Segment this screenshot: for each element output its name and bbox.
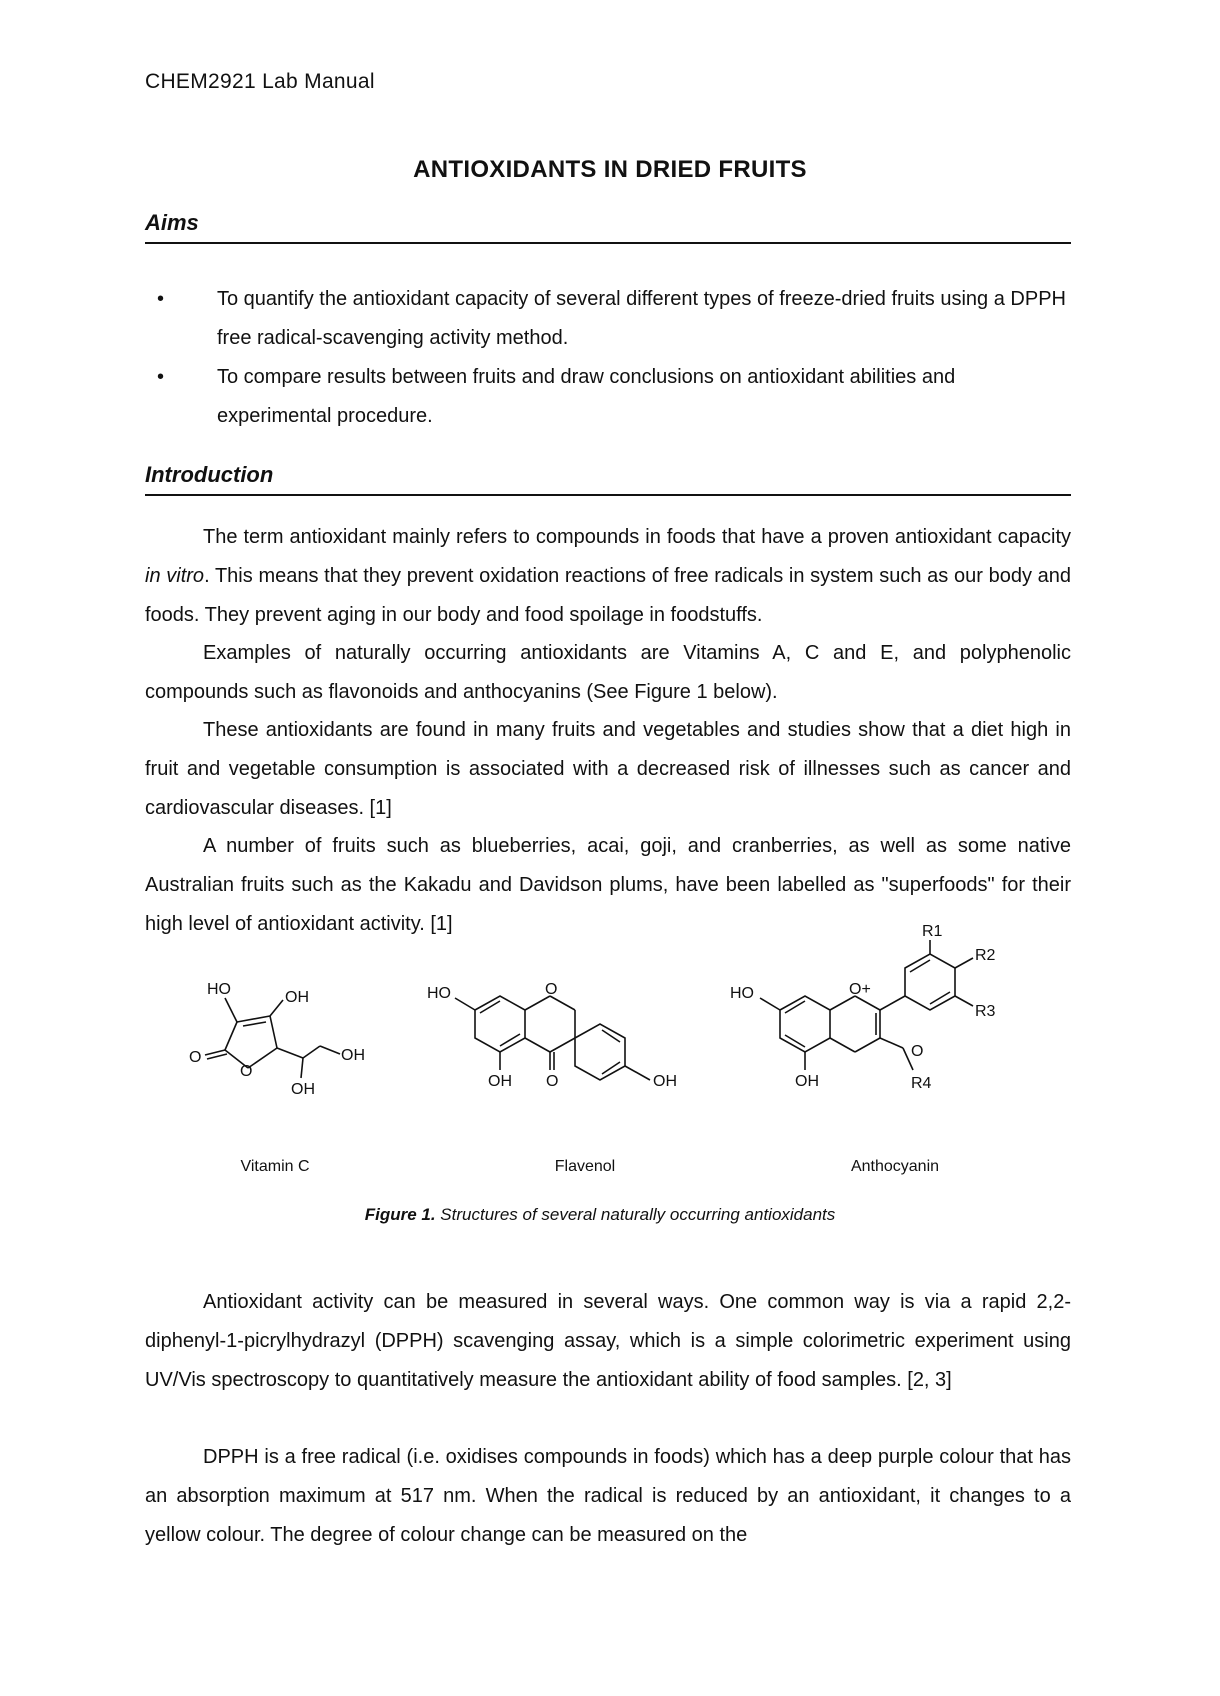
anthocyanin-o-label: O (911, 1043, 924, 1060)
vitamin-c-structure (205, 998, 340, 1078)
document-title: ANTIOXIDANTS IN DRIED FRUITS (413, 156, 807, 183)
aims-list (145, 280, 1071, 436)
intro-paragraph-1: The term antioxidant mainly refers to compounds in foods that have a proven antioxidant capacity in vitro. This means that they prevent oxidation reactions of free radicals in system such as our body and foods. They prevent aging in our body and food spoilage in foodstuffs. (145, 526, 1072, 626)
bullet-icon: • (157, 288, 165, 310)
vitamin-c-oh-label: OH (285, 989, 309, 1006)
body-paragraph-6: DPPH is a free radical (i.e. oxidises compounds in foods) which has a deep purple colour that has an absorption maximum at 517 nm. When the radical is reduced by an antioxidant, it changes to a yellow colour. The degree of colour change can be measured on the (145, 1446, 1071, 1546)
intro-paragraph-4: A number of fruits such as blueberries, acai, goji, and cranberries, as well as some native Australian fruits such as the Kakadu and Davidson plums, have been labelled as "superfoods" for their high level of antioxidant activity. [1] (145, 835, 1071, 935)
flavenol-ring-o-label: O (545, 981, 558, 998)
vitamin-c-oh-label: OH (291, 1081, 315, 1098)
figure-1 (145, 923, 1071, 1180)
chemical-structures (145, 923, 1071, 1130)
figure-caption: Figure 1. Structures of several naturally occurring antioxidants (364, 1205, 836, 1224)
aims-item: • To quantify the antioxidant capacity of several different types of freeze-dried fruits using a DPPH free radical-scavenging activity method. (145, 280, 1071, 358)
flavenol-label: Flavenol (554, 1158, 616, 1175)
bullet-icon: • (157, 366, 165, 388)
running-header: CHEM2921 Lab Manual (145, 70, 375, 93)
anthocyanin-r4-label: R4 (911, 1075, 932, 1092)
intro-paragraph-3: These antioxidants are found in many fruits and vegetables and studies show that a diet high in fruit and vegetable consumption is associated with a decreased risk of illnesses such as cancer and cardiovascular diseases. [1] (145, 719, 1071, 819)
vitamin-c-ho-label: HO (207, 981, 231, 998)
anthocyanin-r3-label: R3 (975, 1003, 996, 1020)
vitamin-c-oh-label: OH (341, 1047, 365, 1064)
flavenol-ketone-o-label: O (546, 1073, 559, 1090)
flavenol-oh-label: OH (653, 1073, 677, 1090)
flavenol-ho-label: HO (427, 985, 451, 1002)
intro-paragraph-2: Examples of naturally occurring antioxidants are Vitamins A, C and E, and polyphenolic compounds such as flavonoids and anthocyanins (See Figure 1 below). (145, 642, 1071, 703)
anthocyanin-label: Anthocyanin (850, 1158, 940, 1175)
anthocyanin-oxonium-label: O+ (849, 981, 871, 998)
vitamin-c-carbonyl-o-label: O (189, 1049, 202, 1066)
flavenol-oh-label: OH (488, 1073, 512, 1090)
introduction-heading: Introduction (145, 462, 1071, 496)
vitamin-c-label: Vitamin C (240, 1158, 310, 1175)
anthocyanin-oh-label: OH (795, 1073, 819, 1090)
flavenol-structure (455, 996, 650, 1080)
body-paragraph-5: Antioxidant activity can be measured in several ways. One common way is via a rapid 2,2-diphenyl-1-picrylhydrazyl (DPPH) scavenging assay, which is a simple colorimetric experiment using UV/Vis spectroscopy to quantitatively measure the antioxidant ability of food samples. [2, 3] (145, 1291, 1071, 1391)
aims-item: • To compare results between fruits and draw conclusions on antioxidant abilities and experimental procedure. (145, 358, 1071, 436)
anthocyanin-structure (760, 940, 973, 1070)
vitamin-c-ring-o-label: O (240, 1063, 253, 1080)
anthocyanin-r2-label: R2 (975, 947, 996, 964)
anthocyanin-ho-label: HO (730, 985, 754, 1002)
aims-heading: Aims (145, 210, 1071, 244)
anthocyanin-r1-label: R1 (922, 923, 943, 940)
